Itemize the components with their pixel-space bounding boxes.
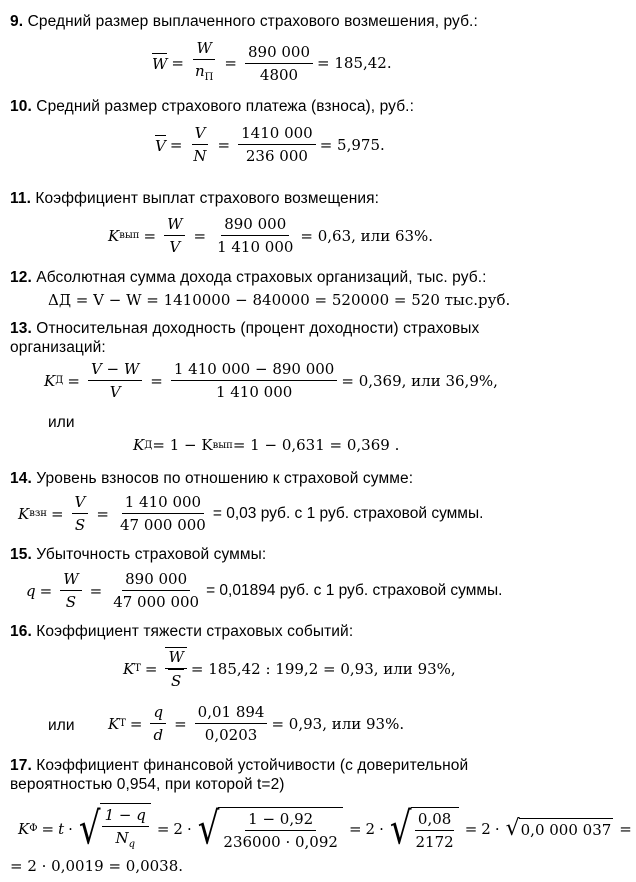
formula-item-10: V = $\frac{V}{N}$ = $\frac{1410 000}{236 000}$ = 5,975. bbox=[155, 124, 385, 165]
formula-item-9: W = $\frac{W}{n_П}$ = $\frac{890 000}{4800}$ = 185,42. bbox=[152, 39, 392, 84]
sqrt-3: √ $\frac{0,08}{2172}$ bbox=[390, 807, 459, 851]
formula-item-15: q = $\frac{W}{S}$ = $\frac{890 000}{47 000 000}$ = 0,01894 руб. с 1 руб. страховой суммы. bbox=[26, 570, 503, 611]
formula-item-13b: K Д = 1 − K вып = 1 − 0,631 = 0,369 . bbox=[133, 436, 400, 454]
heading-item-15: 15. Убыточность страховой суммы: bbox=[10, 546, 267, 563]
sqrt-1: √ $\frac{1 - q}{N_q}$ bbox=[79, 803, 151, 854]
heading-item-14: 14. Уровень взносов по отношению к страховой сумме: bbox=[10, 470, 414, 487]
formula-item-16b: K T = $\frac{q}{d}$ = $\frac{0,01 894}{0,0203}$ = 0,93, или 93%. bbox=[108, 703, 405, 744]
formula-item-12: ΔД = V − W = 1410000 − 840000 = 520000 = 520 тыс.руб. bbox=[48, 291, 511, 309]
formula-item-16: K T = $\frac{W}{S}$ = 185,42 : 199,2 = 0,93, или 93%, bbox=[123, 648, 456, 690]
formula-item-14: K взн = $\frac{V}{S}$ = $\frac{1 410 000}{47 000 000}$ = 0,03 руб. с 1 руб. страховой суммы. bbox=[18, 493, 484, 534]
heading-item-11: 11. Коэффициент выплат страхового возмещения: bbox=[10, 190, 380, 207]
or-label-16: или bbox=[48, 717, 75, 734]
sqrt-4: √ 0,0 000 037 bbox=[505, 815, 612, 841]
sqrt-2: √ $\frac{1 - 0,92}{236000 \cdot 0,092}$ bbox=[198, 807, 343, 851]
or-label-13: или bbox=[48, 414, 75, 431]
formula-item-17: K Ф = t · √ $\frac{1 - q}{N_q}$ = 2 · √ $\frac{1 - 0,92}{236000 \cdot 0,092}$ = 2 · √ $\frac{0,08}{2172}$ = 2 · √ 0,0 000 037 = bbox=[18, 802, 632, 855]
heading-item-16: 16. Коэффициент тяжести страховых событий: bbox=[10, 623, 354, 640]
heading-item-9: 9. Средний размер выплаченного страхового возмешения, руб.: bbox=[10, 13, 478, 30]
formula-item-17c: = 2 · 0,0019 = 0,0038. bbox=[10, 857, 184, 875]
formula-item-13: K Д = $\frac{V - W}{V}$ = $\frac{1 410 000 - 890 000}{1 410 000}$ = 0,369, или 36,9%, bbox=[44, 360, 498, 401]
heading-item-17: 17. Коэффициент финансовой устойчивости (с доверительной вероятностью 0,954, при которой t=2) bbox=[10, 757, 469, 793]
heading-item-13: 13. Относительная доходность (процент доходности) страховых организаций: bbox=[10, 320, 480, 356]
heading-item-10: 10. Средний размер страхового платежа (взноса), руб.: bbox=[10, 98, 414, 115]
formula-item-11: K вып = $\frac{W}{V}$ = $\frac{890 000}{1 410 000}$ = 0,63, или 63%. bbox=[108, 215, 434, 256]
heading-item-12: 12. Абсолютная сумма дохода страховых организаций, тыс. руб.: bbox=[10, 269, 487, 286]
